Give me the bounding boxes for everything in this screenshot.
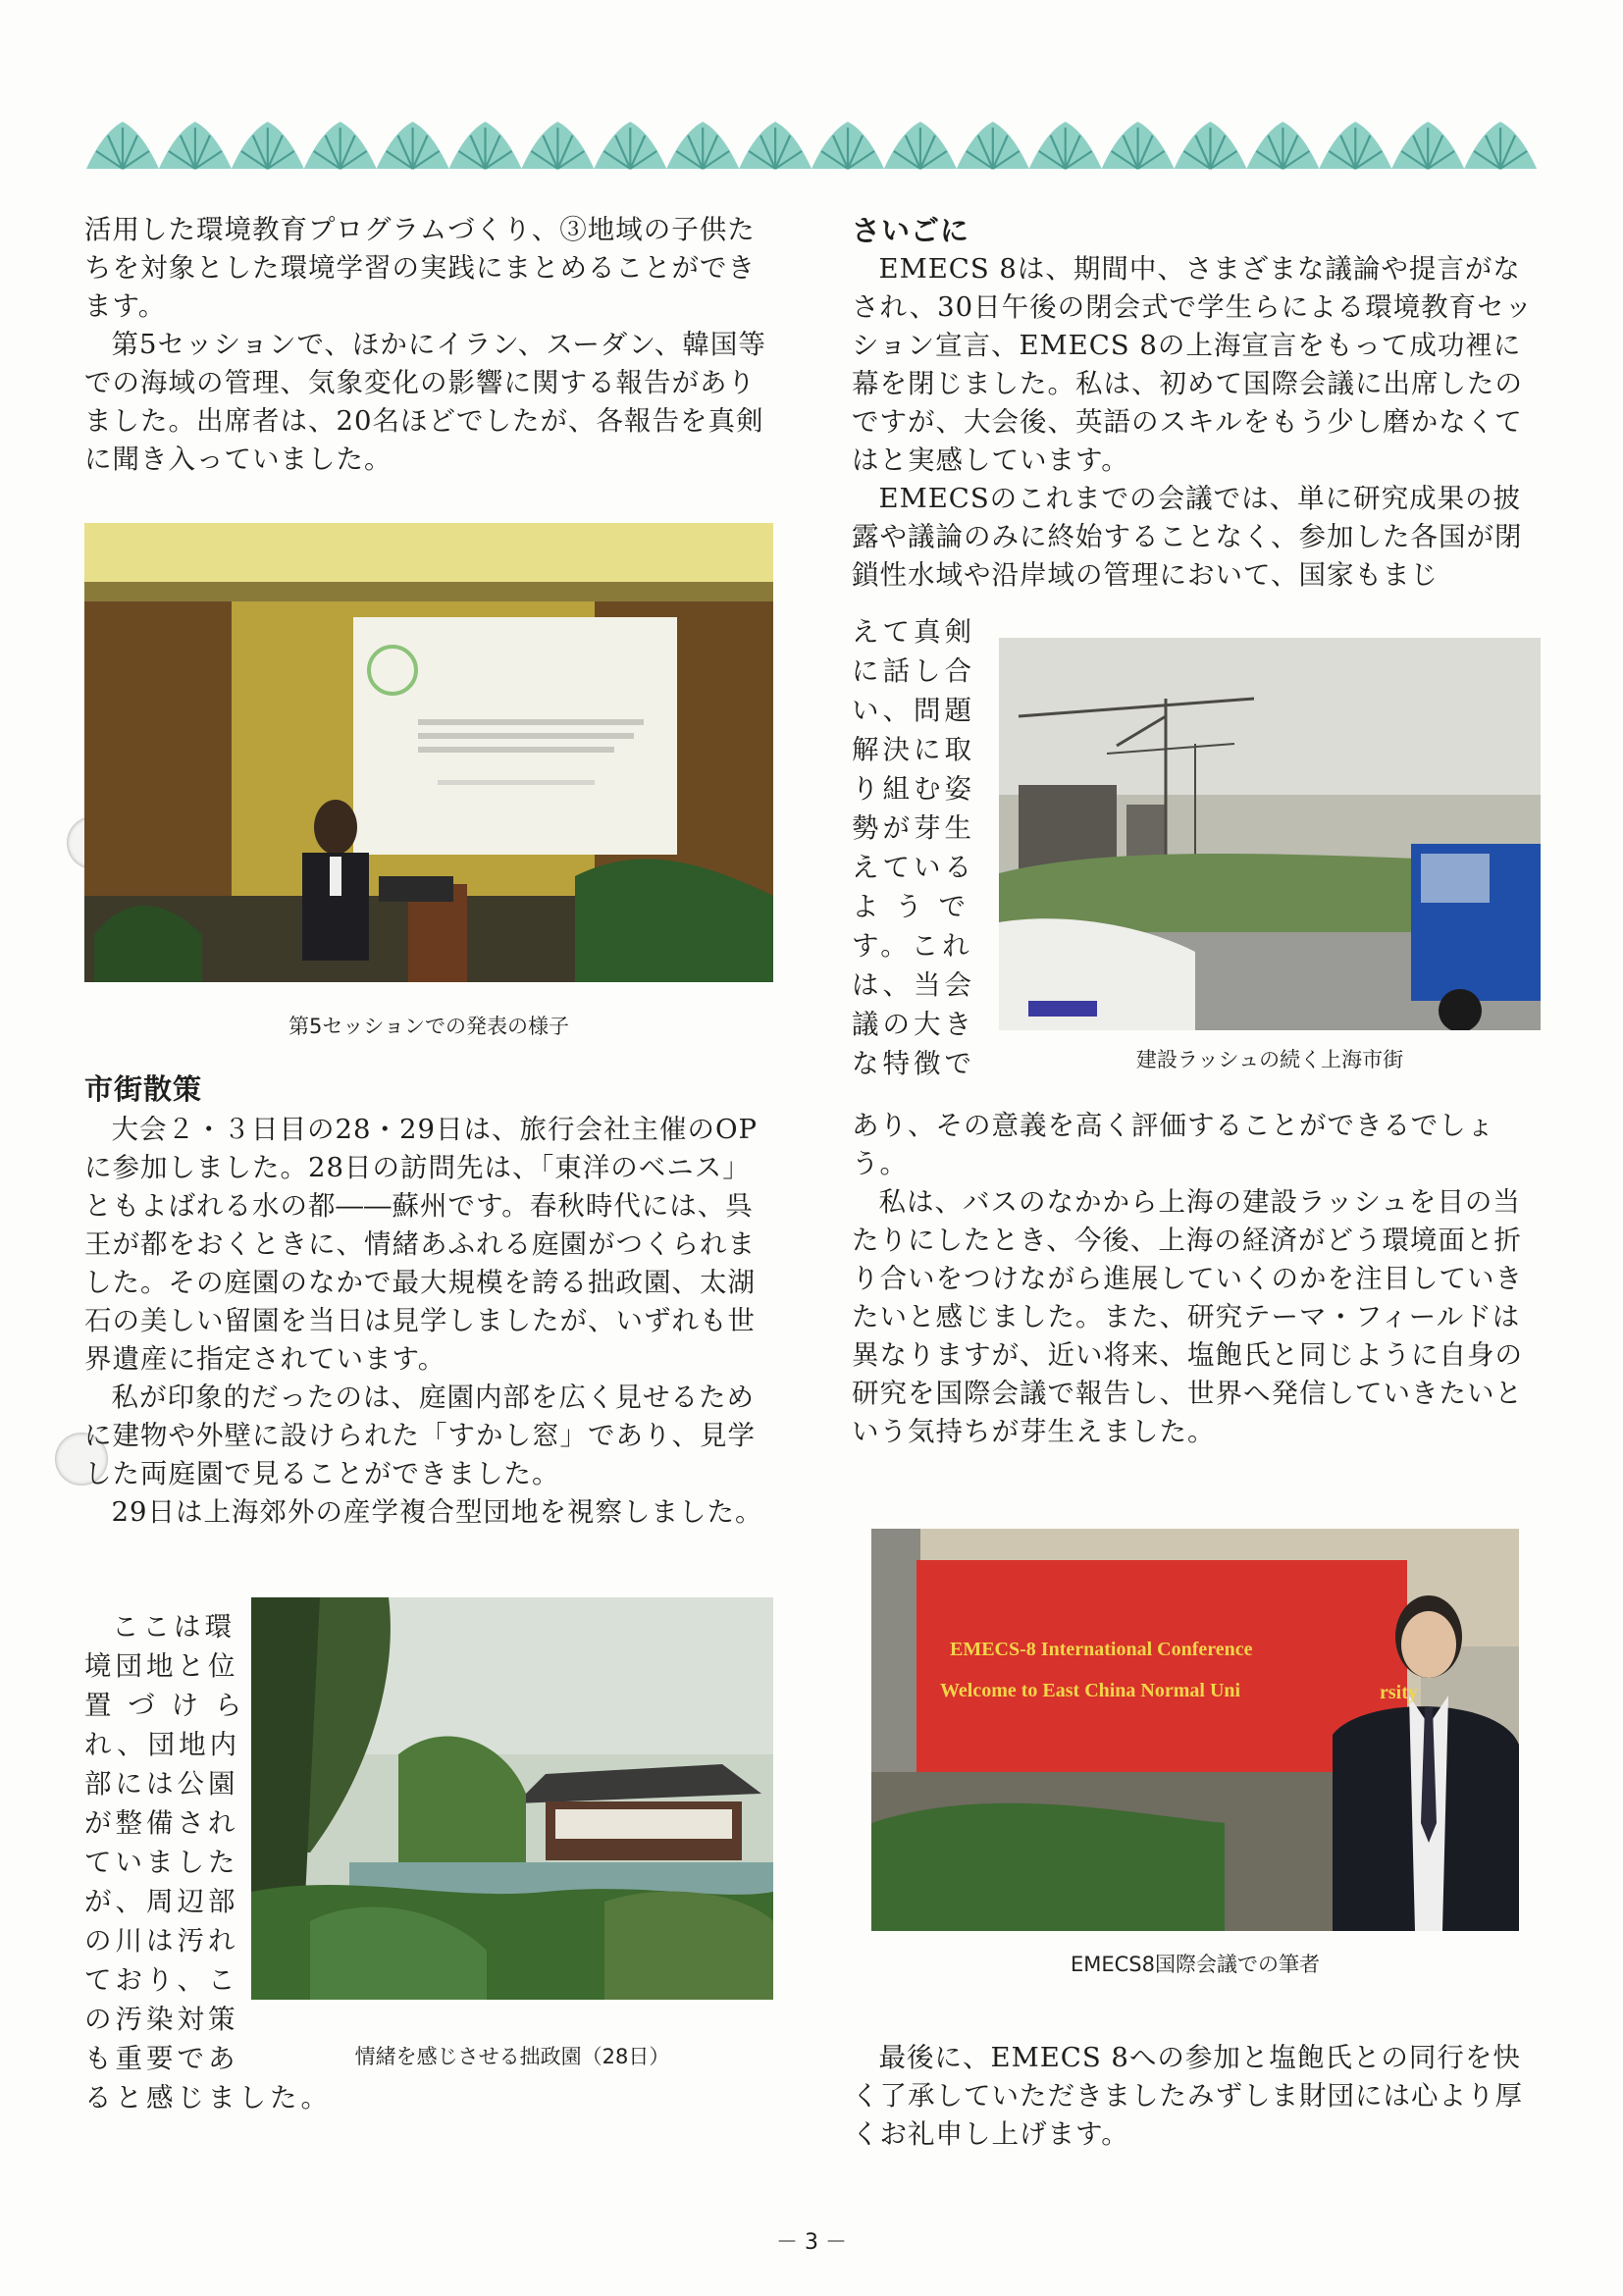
banner-line-2: Welcome to East China Normal Uni [940, 1680, 1241, 1701]
section-title-closing: さいごに [852, 214, 970, 247]
presentation-photo [84, 523, 773, 982]
author-photo [871, 1529, 1519, 1931]
page-number: － 3 － [776, 2230, 847, 2255]
closing-paragraph-2-cont: あり、その意義を高く評価することができるでしょう。 [852, 1110, 1495, 1179]
ornament-fan [1246, 122, 1319, 169]
left-wrap-text [84, 1607, 332, 2117]
ornament-fan [1175, 122, 1247, 169]
intro-paragraph-1: 活用した環境教育プログラムづくり、③地域の子供たちを対象とした環境学習の実践にまとめることができます。 [84, 214, 756, 322]
ornament-fan [1102, 122, 1175, 169]
ornament-fan [521, 122, 594, 169]
wrap-line: ていました [84, 1847, 239, 1878]
garden-photo-caption: 情緒を感じさせる拙政園（28日） [354, 2045, 670, 2068]
construction-photo [999, 638, 1541, 1030]
ornament-fan [1464, 122, 1537, 169]
banner-text [940, 1629, 1401, 1711]
banner-line-1: EMECS-8 International Conference [950, 1639, 1253, 1660]
author-photo-caption: EMECS8国際会議での筆者 [1070, 1953, 1320, 1976]
ornament-fan [666, 122, 739, 169]
left-walk-section [84, 1068, 773, 1532]
closing-thanks-paragraph: 最後に、EMECS 8への参加と塩飽氏との同行を快く了承していただきましたみずしま財団には心より厚くお礼申し上げます。 [852, 2042, 1523, 2150]
closing-thanks [852, 2039, 1541, 2154]
ornament-fan [449, 122, 522, 169]
ornament-fan [304, 122, 377, 169]
wrap-line: が、周辺部 [84, 1886, 239, 1917]
wrap-line: ており、こ [84, 1964, 239, 1996]
wrap-line: えて真剣 [852, 616, 975, 648]
wrap-line: に話し合 [852, 655, 975, 687]
ornament-fan [232, 122, 304, 169]
ornament-fan [812, 122, 884, 169]
right-top-section [852, 211, 1541, 595]
presentation-photo-caption: 第5セッションでの発表の様子 [288, 1015, 569, 1038]
banner-line-2-tail: rsity [1380, 1682, 1418, 1703]
wrap-line: 置 づ け ら [84, 1690, 246, 1721]
closing-paragraph-3: 私は、バスのなかから上海の建設ラッシュを目の当たりにしたとき、今後、上海の経済がどう環境面と折り合いをつけながら進展していくのかを注目していきたいと感じました。また、研究テーマ・フィールドは異なりますが、近い将来、塩飽氏と同じように自身の研究を国際会議で報告し、世界へ発信していきたいという気持ちが芽生えました。 [852, 1186, 1523, 1447]
walk-paragraph-2: 私が印象的だったのは、庭園内部を広く見せるために建物や外壁に設けられた「すかし窓」であり、見学した両庭園で見ることができました。 [84, 1382, 756, 1489]
wrap-line: な特徴で [852, 1048, 975, 1079]
garden-photo [251, 1597, 773, 2000]
closing-paragraph-1: EMECS 8は、期間中、さまざまな議論や提言がなされ、30日午後の閉会式で学生らによる環境教育セッション宣言、EMECS 8の上海宣言をもって成功裡に幕を閉じました。私は、初めて国際会議に出席したのですが、大会後、英語のスキルをもう少し磨かなくてはと実感しています。 [852, 253, 1534, 476]
wrap-line: い、問題 [852, 695, 975, 726]
ornament-fan [594, 122, 666, 169]
walk-paragraph-1: 大会２・３日目の28・29日は、旅行会社主催のOPに参加しました。28日の訪問先は、「東洋のベニス」ともよばれる水の都――蘇州です。春秋時代には、呉王が都をおくときに、情緒あふれる庭園がつくられました。その庭園のなかで最大規模を誇る拙政園、太湖石の美しい留園を当日は見学しましたが、いずれも世界遺産に指定されています。 [84, 1114, 759, 1375]
ornament-fan [86, 122, 159, 169]
wrap-line: す。これ [852, 930, 973, 962]
construction-photo-caption: 建設ラッシュの続く上海市街 [1135, 1048, 1404, 1071]
wrap-line: り組む姿 [852, 773, 975, 805]
wrap-line: ここは環 [112, 1611, 236, 1643]
wrap-line: よ う で [852, 891, 969, 922]
wrap-line: が整備され [84, 1807, 239, 1839]
wrap-line: 勢が芽生 [852, 812, 975, 844]
section-title-walk: 市街散策 [84, 1072, 203, 1106]
wrap-line: は、当会 [852, 969, 975, 1001]
wrap-line: の川は汚れ [84, 1925, 239, 1957]
ornament-fan [957, 122, 1029, 169]
ornament-fan [739, 122, 812, 169]
ornament-fan [159, 122, 232, 169]
right-middle-section [852, 1107, 1541, 1451]
ornament-fan [377, 122, 449, 169]
wrap-line: ると感じました。 [84, 2082, 332, 2113]
intro-paragraph-2: 第5セッションで、ほかにイラン、スーダン、韓国等での海域の管理、気象変化の影響に関する報告がありました。出席者は、20名ほどでしたが、各報告を真剣に聞き入っていました。 [84, 329, 766, 475]
walk-paragraph-3: 29日は上海郊外の産学複合型団地を視察しました。 [111, 1496, 763, 1528]
wrap-line: 議の大き [852, 1009, 975, 1040]
wrap-line: 境団地と位 [84, 1650, 239, 1682]
decorative-border [86, 114, 1537, 173]
wrap-line: も重要であ [84, 2043, 239, 2074]
wrap-line: 解決に取 [852, 734, 975, 765]
ornament-fan [1391, 122, 1464, 169]
wrap-line: えている [852, 852, 975, 883]
closing-paragraph-2: EMECSのこれまでの会議では、単に研究成果の披露や議論のみに終始することなく、参加した各国が閉鎖性水域や沿岸域の管理において、国家もまじ [852, 483, 1523, 591]
ornament-fan [884, 122, 957, 169]
wrap-line: 部には公園 [84, 1768, 239, 1800]
left-intro [84, 211, 773, 479]
right-wrap-text [852, 612, 989, 1083]
ornament-fan [1319, 122, 1391, 169]
ornament-fan [1029, 122, 1102, 169]
wrap-line: の汚染対策 [84, 2004, 239, 2035]
wrap-line: れ、団地内 [84, 1729, 241, 1760]
